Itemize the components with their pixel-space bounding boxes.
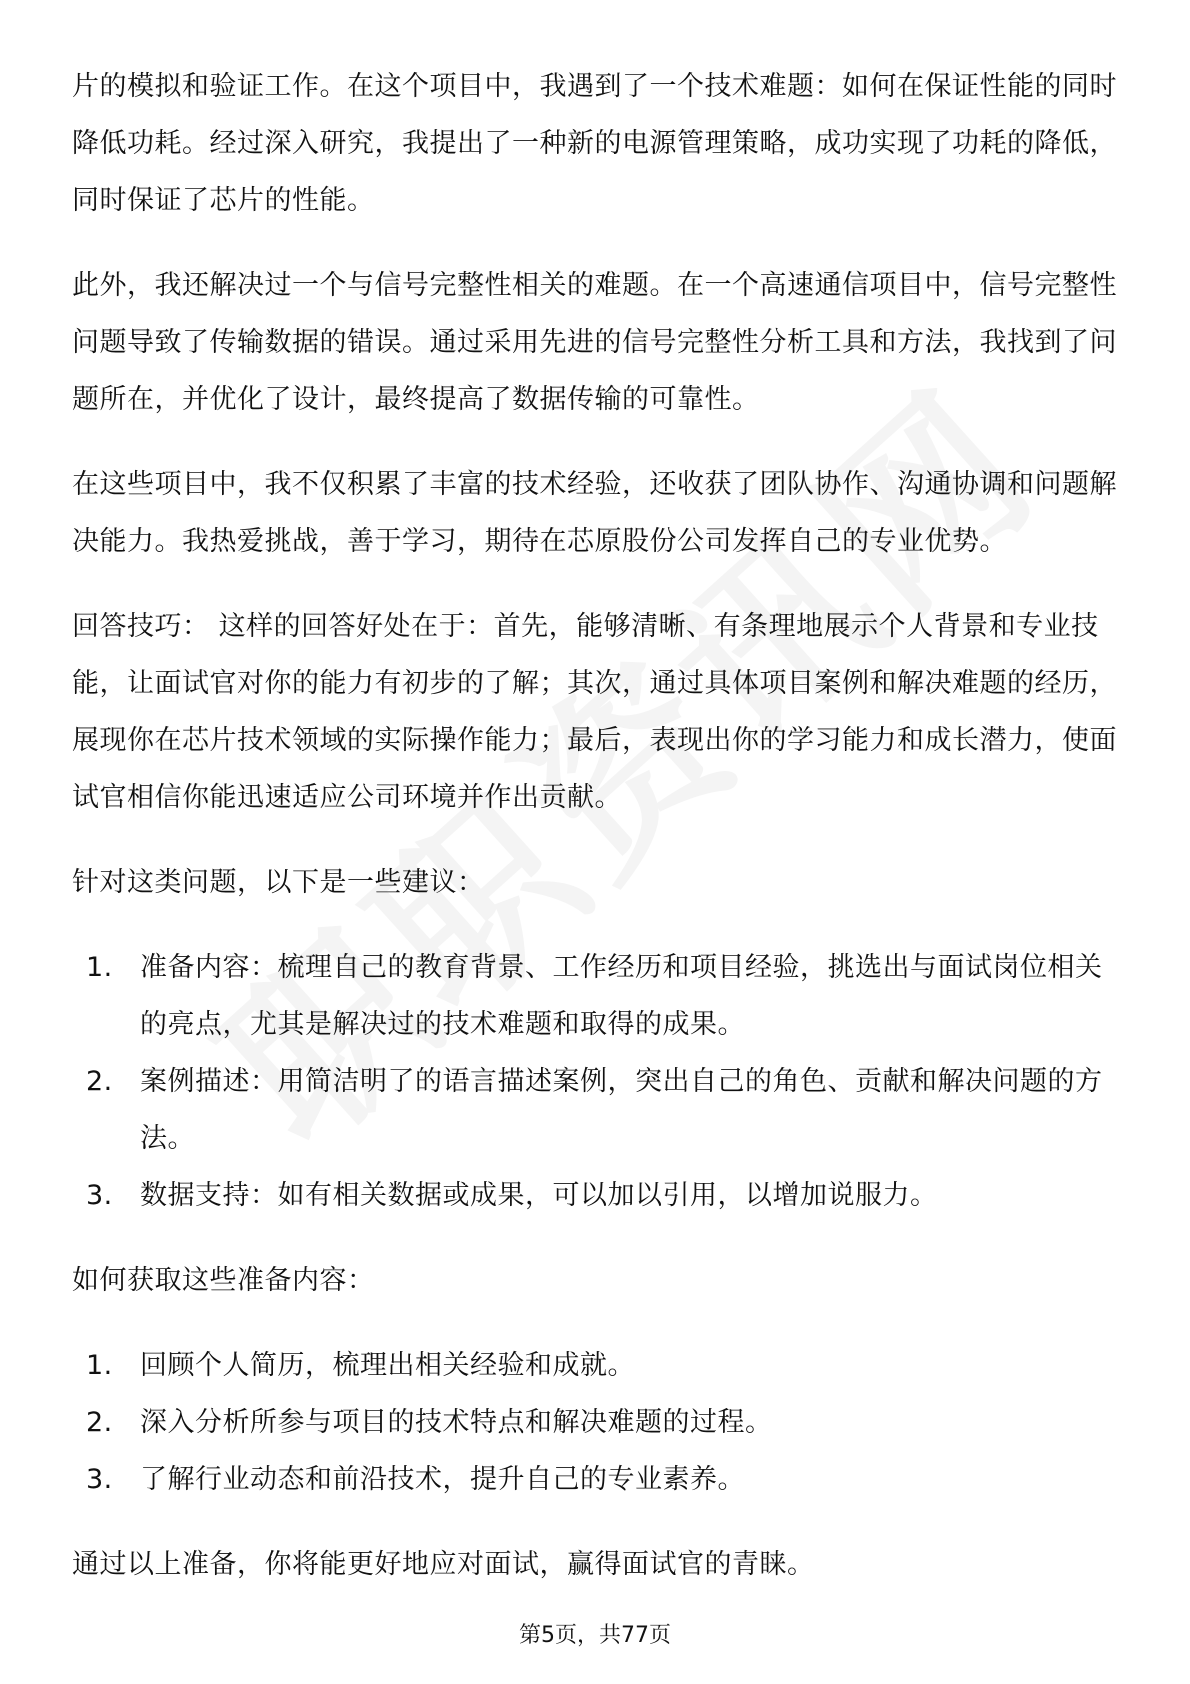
suggestions-list (72, 939, 1122, 1224)
paragraph-signal-integrity: 此外，我还解决过一个与信号完整性相关的难题。在一个高速通信项目中，信号完整性问题导致了传输数据的错误。通过采用先进的信号完整性分析工具和方法，我找到了问题所在，并优化了设计，最终提高了数据传输的可靠性。 (72, 270, 1117, 415)
list-text: 深入分析所参与项目的技术特点和解决难题的过程。 (140, 1407, 773, 1438)
list-item (86, 1167, 1122, 1224)
page-number: 第5页，共77页 (519, 1623, 671, 1648)
paragraph-preparation-intro: 如何获取这些准备内容： (72, 1265, 375, 1296)
paragraph-chip-project: 片的模拟和验证工作。在这个项目中，我遇到了一个技术难题：如何在保证性能的同时降低功耗。经过深入研究，我提出了一种新的电源管理策略，成功实现了功耗的降低，同时保证了芯片的性能。 (72, 71, 1117, 216)
list-item (86, 1053, 1122, 1167)
paragraph-suggestions-intro: 针对这类问题，以下是一些建议： (72, 867, 485, 898)
paragraph-answer-tips: 回答技巧： 这样的回答好处在于：首先，能够清晰、有条理地展示个人背景和专业技能，让面试官对你的能力有初步的了解；其次，通过具体项目案例和解决难题的经历，展现你在芯片技术领域的实际操作能力；最后，表现出你的学习能力和成长潜力，使面试官相信你能迅速适应公司环境并作出贡献。 (72, 611, 1117, 813)
list-number: 3. (86, 1180, 113, 1211)
list-text: 了解行业动态和前沿技术，提升自己的专业素养。 (140, 1464, 745, 1495)
list-text: 准备内容：梳理自己的教育背景、工作经历和项目经验，挑选出与面试岗位相关的亮点，尤其是解决过的技术难题和取得的成果。 (140, 952, 1103, 1040)
list-number: 2. (86, 1407, 113, 1438)
list-item (86, 1337, 1122, 1394)
paragraph-conclusion: 通过以上准备，你将能更好地应对面试，赢得面试官的青睐。 (72, 1549, 815, 1580)
list-number: 1. (86, 1350, 113, 1381)
list-number: 1. (86, 952, 113, 983)
list-text: 回顾个人简历，梳理出相关经验和成就。 (140, 1350, 635, 1381)
list-text: 数据支持：如有相关数据或成果，可以加以引用，以增加说服力。 (140, 1180, 938, 1211)
list-item (86, 1451, 1122, 1508)
document-body (72, 58, 1122, 1621)
list-number: 3. (86, 1464, 113, 1495)
paragraph-summary: 在这些项目中，我不仅积累了丰富的技术经验，还收获了团队协作、沟通协调和问题解决能力。我热爱挑战，善于学习，期待在芯原股份公司发挥自己的专业优势。 (72, 469, 1117, 557)
list-number: 2. (86, 1066, 113, 1097)
list-item (86, 1394, 1122, 1451)
preparation-list (72, 1337, 1122, 1508)
list-item (86, 939, 1122, 1053)
list-text: 案例描述：用简洁明了的语言描述案例，突出自己的角色、贡献和解决问题的方法。 (140, 1066, 1103, 1154)
